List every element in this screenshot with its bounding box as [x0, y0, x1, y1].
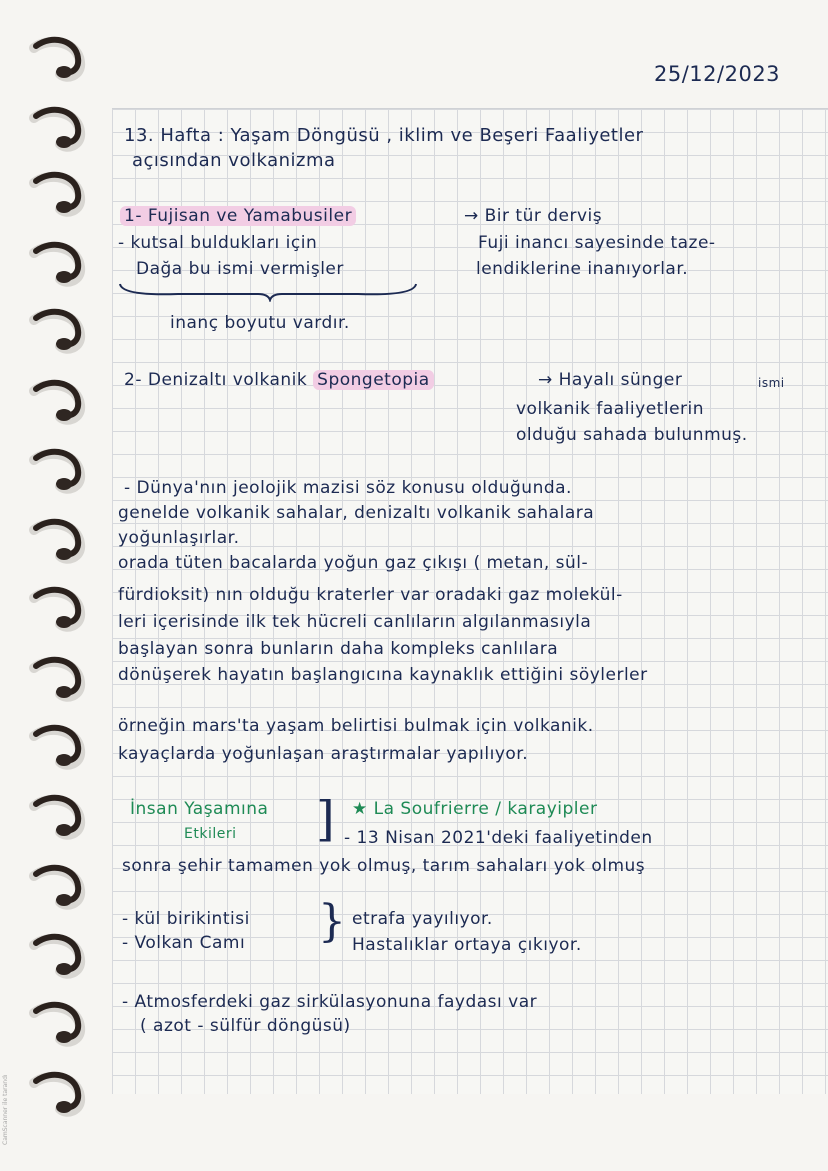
paragraph1-line: leri içerisinde ilk tek hücreli canlıların algılanmasıyla [118, 612, 592, 632]
item1-heading [120, 206, 356, 226]
paragraph1-line: - Dünya'nın jeolojik mazisi söz konusu olduğunda. [124, 478, 572, 498]
spiral-ring-icon [34, 798, 80, 836]
spiral-ring-icon [34, 522, 80, 560]
item2-line-2: volkanik faaliyetlerin [516, 399, 705, 419]
spiral-ring-icon [34, 245, 80, 283]
spiral-ring-icon [34, 40, 80, 78]
spiral-ring-icon [34, 590, 80, 628]
item1-heading-text: 1- Fujisan ve Yamabusiler [120, 206, 356, 226]
spiral-ring-icon [34, 110, 80, 148]
paragraph1-line: fürdioksit) nın olduğu kraterler var oradaki gaz molekül- [118, 585, 623, 605]
item1-right-line-1: Fuji inancı sayesinde taze- [478, 233, 716, 253]
spiral-ring-icon [34, 1075, 80, 1113]
paragraph1-line: dönüşerek hayatın başlangıcına kaynaklık ettiğini söylerler [118, 665, 648, 685]
effects-item-2: - Volkan Camı [122, 933, 246, 953]
item2-line-1 [124, 370, 434, 390]
spiral-ring-icon [34, 728, 80, 766]
paragraph1-line: başlayan sonra bunların daha kompleks canlılara [118, 639, 559, 659]
item1-arrow-text: → Bir tür derviş [464, 206, 603, 226]
date-text: 25/12/2023 [654, 62, 781, 86]
human-star-text: ★ La Soufrierre / karayipler [352, 799, 598, 819]
item2-highlight: Spongetopia [313, 370, 434, 390]
underbrace-icon [118, 282, 418, 302]
title-line-1: 13. Hafta : Yaşam Döngüsü , iklim ve Beşeri Faaliyetler [124, 125, 644, 146]
paragraph2-line: kayaçlarda yoğunlaşan araştırmalar yapılıyor. [118, 744, 529, 764]
item2-arrow-text: → Hayalı sünger [538, 370, 683, 390]
item2-line-3: olduğu sahada bulunmuş. [516, 425, 748, 445]
effects-right-1: etrafa yayılıyor. [352, 909, 493, 929]
spiral-ring-icon [34, 937, 80, 975]
effects-right-2: Hastalıklar ortaya çıkıyor. [352, 935, 582, 955]
item1-right-line-2: lendiklerine inanıyorlar. [476, 259, 689, 279]
effects-brace: } [318, 896, 346, 947]
spiral-ring-icon [34, 383, 80, 421]
spiral-ring-icon [34, 1005, 80, 1043]
human-bracket: ] [316, 791, 335, 847]
item1-left-line-1: - kutsal buldukları için [118, 233, 318, 253]
item1-left-line-2: Dağa bu ismi vermişler [136, 259, 344, 279]
spiral-ring-icon [34, 660, 80, 698]
spiral-binding [0, 0, 110, 1171]
spiral-ring-icon [34, 868, 80, 906]
item2-prefix: 2- Denizaltı volkanik [124, 370, 308, 390]
paragraph1-line: genelde volkanik sahalar, denizaltı volkanik sahalara [118, 503, 595, 523]
paragraph2-line: örneğin mars'ta yaşam belirtisi bulmak için volkanik. [118, 716, 594, 736]
human-line-1: - 13 Nisan 2021'deki faaliyetinden [344, 828, 653, 848]
spiral-ring-icon [34, 175, 80, 213]
atmosphere-line-2: ( azot - sülfür döngüsü) [140, 1016, 351, 1036]
human-line-2: sonra şehir tamamen yok olmuş, tarım sahaları yok olmuş [122, 856, 646, 876]
human-label-line-2: Etkileri [184, 826, 237, 842]
item1-inanc-line: inanç boyutu vardır. [170, 313, 350, 333]
human-label-line-1: İnsan Yaşamına [130, 799, 269, 819]
effects-item-1: - kül birikintisi [122, 909, 250, 929]
paragraph1-line: yoğunlaşırlar. [118, 528, 240, 548]
scanner-watermark: CamScanner ile tarandı [2, 1074, 9, 1145]
atmosphere-line-1: - Atmosferdeki gaz sirkülasyonuna faydası var [122, 992, 538, 1012]
spiral-ring-icon [34, 452, 80, 490]
paragraph1-line: orada tüten bacalarda yoğun gaz çıkışı ( metan, sül- [118, 553, 589, 573]
spiral-ring-icon [34, 312, 80, 350]
title-line-2: açısından volkanizma [132, 150, 336, 171]
item2-superscript: ismi [758, 376, 785, 390]
